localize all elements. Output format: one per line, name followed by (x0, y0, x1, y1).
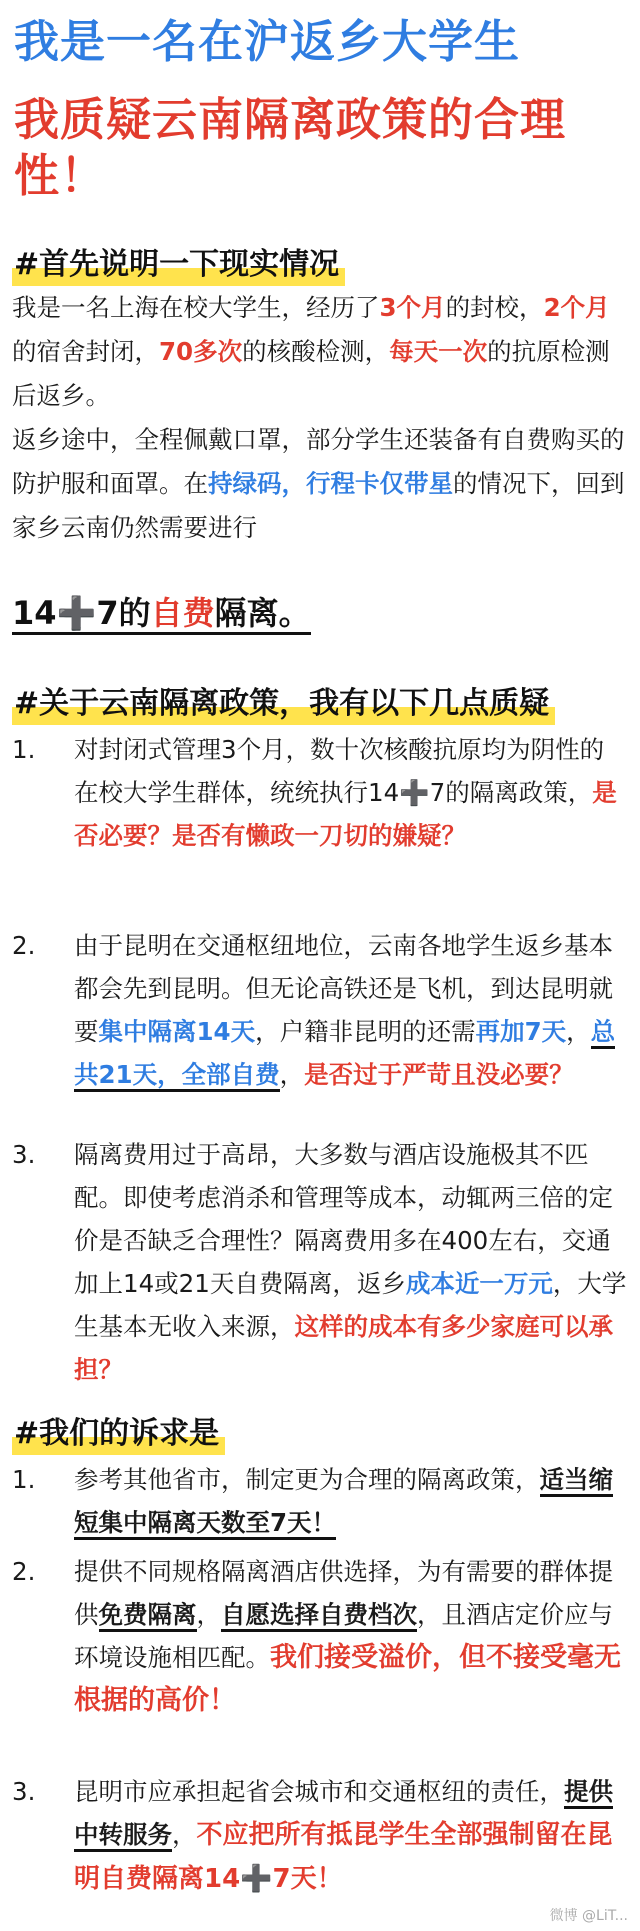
text: ， (279, 1060, 305, 1089)
list-item (12, 924, 628, 1144)
list-text (74, 1133, 628, 1391)
highlight-3-months: 3个月 (379, 293, 446, 322)
highlight-premium: 我们接受溢价，但不接受毫无根据的高价！ (74, 1642, 621, 1716)
text: 隔离费用过于高昂，大多数与酒店设施极其不匹配。即使考虑消杀和管理等成本，动辄两三倍的定价是否缺乏合理性？隔离费用多在400左右，交通加上14或21天自费隔离，返乡 (74, 1140, 613, 1298)
text: 的抗原检测后返乡。 (12, 337, 610, 410)
section-heading-demands: #我们的诉求是 (12, 1415, 225, 1455)
highlight-free: 免费隔离 (99, 1600, 197, 1632)
highlight-question: 是否必要？是否有懒政一刀切的嫌疑？ (74, 778, 617, 850)
paragraph-reality-2 (12, 418, 628, 550)
text: 的情况下，回到家乡云南仍然需要进行 (12, 469, 625, 542)
list-number: 2. (12, 931, 36, 960)
paragraph-reality-1 (12, 286, 628, 418)
text: ， (196, 1600, 221, 1629)
list-item (12, 1550, 628, 1780)
list-number: 1. (12, 735, 36, 764)
title-line-2: 我质疑云南隔离政策的合理性！ (14, 93, 567, 202)
highlight-question: 是否过于严苛且没必要？ (304, 1060, 574, 1089)
text: 隔离。 (215, 594, 311, 635)
list-text (74, 924, 628, 1096)
highlight-daily: 每天一次 (389, 337, 488, 366)
title-line-1: 我是一名在沪返乡大学生 (14, 15, 521, 68)
list-text (74, 1550, 628, 1722)
text: 由于昆明在交通枢纽地位，云南各地学生返乡基本都会先到昆明。但无论高铁还是飞机，到达昆明就要 (74, 931, 613, 1046)
list-number: 2. (12, 1557, 36, 1586)
text: 我是一名上海在校大学生，经历了 (12, 293, 380, 322)
highlight-14-days: 集中隔离14天 (98, 1017, 256, 1046)
highlight-70-tests: 70多次 (159, 337, 243, 366)
highlight-plus-7: 再加7天 (475, 1017, 567, 1046)
highlight-voluntary: 自愿选择自费档次 (221, 1600, 417, 1632)
text: ，大学生基本无收入来源， (74, 1269, 627, 1341)
text: 对封闭式管理3个月，数十次核酸抗原均为阴性的在校大学生群体，统统执行14➕7的隔离政策， (74, 735, 605, 807)
text: 参考其他省市，制定更为合理的隔离政策， (74, 1465, 540, 1494)
highlight-green-code: 持绿码，行程卡仅带星 (208, 469, 453, 498)
list-item (12, 728, 628, 908)
list-item (12, 1458, 628, 1548)
highlight-question: 这样的成本有多少家庭可以承担？ (74, 1312, 613, 1384)
highlight-21-days: 总共21天，全部自费 (74, 1017, 615, 1092)
highlight-7-days: 适当缩短集中隔离天数至7天！ (74, 1465, 613, 1540)
text: 昆明市应承担起省会城市和交通枢纽的责任， (74, 1777, 564, 1806)
list-number: 1. (12, 1465, 36, 1494)
list-text (74, 1458, 628, 1544)
list-item (12, 1770, 628, 1920)
highlight-cost: 成本近一万元 (405, 1269, 553, 1298)
text: ， (172, 1820, 197, 1849)
highlight-demand: 不应把所有抵昆学生全部强制留在昆明自费隔离14➕7天！ (74, 1820, 613, 1894)
watermark: 微博 @LiT... (549, 1908, 628, 1924)
text: 的封校， (445, 293, 544, 322)
text: 返乡途中，全程佩戴口罩，部分学生还装备有自费购买的防护服和面罩。在 (12, 425, 625, 498)
text: ，且酒店定价应与环境设施相匹配。 (74, 1600, 613, 1672)
list-number: 3. (12, 1777, 36, 1806)
section-heading-doubts: #关于云南隔离政策，我有以下几点质疑 (12, 685, 555, 725)
text: 的核酸检测， (242, 337, 390, 366)
text: 提供不同规格隔离酒店供选择，为有需要的群体提供 (74, 1557, 613, 1629)
section-heading-reality: #首先说明一下现实情况 (12, 246, 345, 286)
list-number: 3. (12, 1140, 36, 1169)
text: 14➕7的 (12, 594, 151, 635)
highlight-self-paid: 自费 (151, 594, 215, 635)
quarantine-rule-line (12, 590, 311, 636)
list-text (74, 1770, 628, 1901)
list-text (74, 728, 628, 857)
highlight-2-months: 2个月 (543, 293, 610, 322)
text: 的宿舍封闭， (12, 337, 159, 366)
list-item (12, 1133, 628, 1403)
text: ，户籍非昆明的还需 (255, 1017, 476, 1046)
highlight-transfer: 提供中转服务 (74, 1777, 613, 1852)
text: ， (566, 1017, 591, 1046)
